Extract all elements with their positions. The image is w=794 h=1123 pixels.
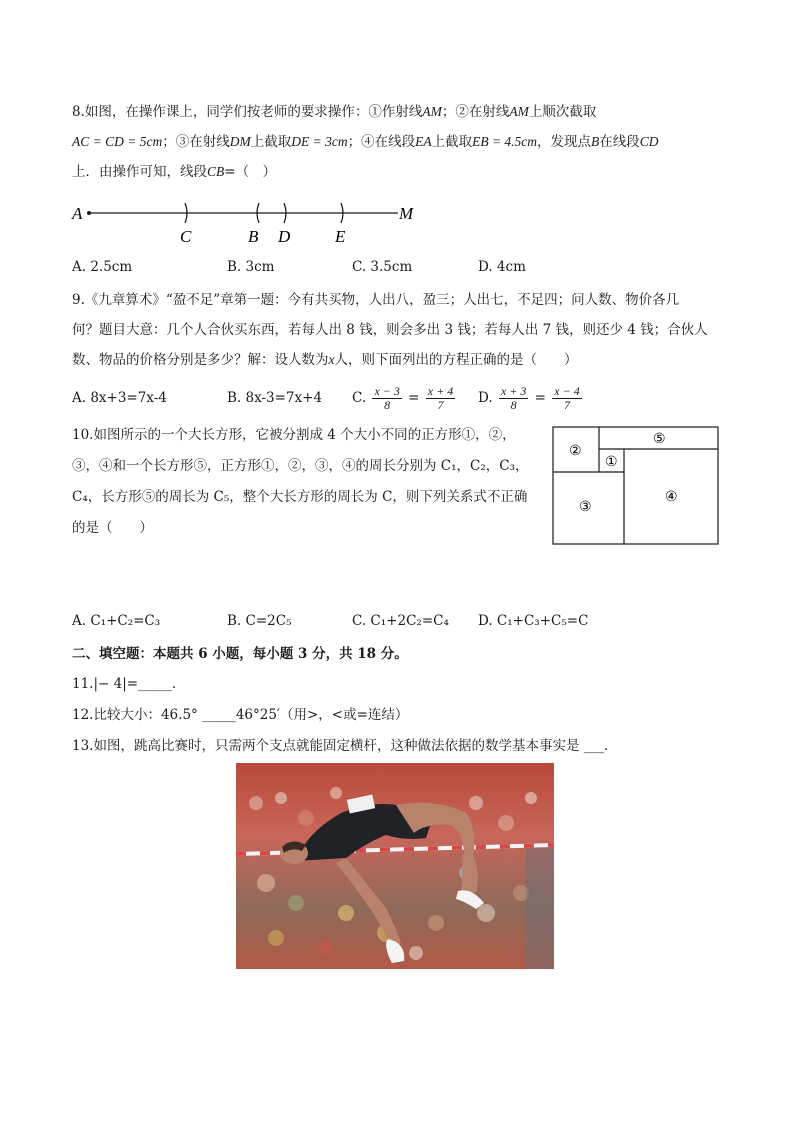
q11-text: 11.|− 4|=_____． — [72, 676, 186, 692]
square-4-label: ④ — [665, 490, 678, 505]
rect-5-label: ⑤ — [653, 432, 666, 447]
q8-text: 上顺次截取 — [528, 104, 597, 120]
q9-optc-frac2 — [426, 385, 455, 412]
q9-option-b: B. 8x-3=7x+4 — [227, 390, 323, 406]
q8-text: 在线段 — [599, 134, 640, 150]
q9-optc-frac1 — [372, 385, 401, 412]
section-2-title: 二、填空题：本题共 6 小题，每小题 3 分，共 18 分。 — [72, 646, 408, 662]
q9-var-x: x — [328, 352, 335, 367]
q9-option-a: A. 8x+3=7x-4 — [72, 390, 167, 406]
denominator: 8 — [510, 398, 517, 412]
label-a: A — [72, 204, 83, 223]
q9-optd-frac1 — [499, 385, 528, 412]
q8-seg-cb: CB — [207, 164, 225, 179]
label-d: D — [278, 227, 291, 246]
q8-eq-de: DE = 3cm — [291, 134, 348, 149]
q12-text: 12.比较大小：46.5° _____46°25′（用>，<或=连结） — [72, 707, 409, 723]
label-e: E — [335, 227, 346, 246]
q9-option-c — [352, 380, 457, 416]
numerator: x + 3 — [500, 384, 527, 398]
q8-option-b: B. 3cm — [227, 259, 275, 275]
q8-ray-figure — [68, 198, 428, 248]
q10-option-b: B. C=2C₅ — [227, 613, 292, 629]
q10-line4: 的是（ ） — [72, 520, 153, 536]
q10-option-a: A. C₁+C₂=C₃ — [72, 613, 161, 629]
q9-option-d — [478, 380, 584, 416]
q8-eq-eb: EB = 4.5cm — [472, 134, 538, 149]
q9-line1: 9.《九章算术》“盈不足”章第一题：今有共买物，人出八，盈三；人出七，不足四；问人数、物价各几 — [72, 292, 680, 308]
q8-text: ；④在线段 — [347, 134, 416, 150]
label-m: M — [399, 204, 414, 223]
denominator: 7 — [437, 398, 444, 412]
q8-option-c: C. 3.5cm — [352, 259, 413, 275]
denominator: 8 — [384, 398, 391, 412]
q8-ray-am: AM — [509, 104, 529, 119]
q10-line3: C₄，长方形⑤的周长为 C₅，整个大长方形的周长为 C，则下列关系式不正确 — [72, 489, 528, 505]
q8-eq-ac: AC = CD = 5cm — [72, 134, 163, 149]
q10-option-d: D. C₁+C₃+C₅=C — [478, 613, 589, 629]
label-b: B — [248, 227, 259, 246]
q8-line1 — [72, 102, 596, 122]
q9-option-d-label: D. — [478, 390, 493, 406]
high-jump-photo — [236, 763, 554, 969]
q8-line3 — [72, 162, 276, 182]
square-2-label: ② — [569, 444, 582, 459]
numerator: x − 4 — [554, 384, 580, 398]
q8-text: =（ ） — [224, 164, 277, 180]
q9-text: 人，则下面列出的方程正确的是（ ） — [334, 352, 578, 368]
equals-sign: = — [534, 390, 546, 406]
q8-text: ，发现点 — [537, 134, 592, 150]
q8-text: 上．由操作可知，线段 — [72, 164, 207, 180]
q10-line2: ③，④和一个长方形⑤，正方形①，②，③，④的周长分别为 C₁，C₂，C₃， — [72, 458, 529, 474]
denominator: 7 — [564, 398, 570, 412]
q9-line3 — [72, 350, 578, 370]
square-3-label: ③ — [579, 500, 592, 515]
q8-text: ；③在射线 — [162, 134, 230, 150]
q8-seg-cd: CD — [639, 134, 659, 149]
q9-optd-frac2 — [552, 385, 581, 412]
q8-ray-am: AM — [422, 104, 442, 119]
label-c: C — [180, 227, 192, 246]
q8-point-b: B — [591, 134, 600, 149]
q8-text: 8.如图，在操作课上，同学们按老师的要求操作：①作射线 — [72, 104, 423, 120]
q8-text: 上截取 — [250, 134, 292, 150]
numerator: x − 3 — [374, 384, 400, 398]
q10-option-c: C. C₁+2C₂=C₄ — [352, 613, 449, 629]
equals-sign: = — [408, 390, 420, 406]
q9-line2: 何？题目大意：几个人合伙买东西，若每人出 8 钱，则会多出 3 钱；若每人出 7 钱，则还少 4 钱；合伙人 — [72, 322, 708, 338]
square-1-label: ① — [605, 455, 618, 470]
q8-seg-ea: EA — [415, 134, 432, 149]
q8-text: 上截取 — [431, 134, 473, 150]
q9-option-c-label: C. — [352, 390, 367, 406]
q8-line2 — [72, 132, 659, 152]
q8-option-d: D. 4cm — [478, 259, 526, 275]
q9-text: 数、物品的价格分别是多少？解：设人数为 — [72, 352, 329, 368]
q8-option-a: A. 2.5cm — [72, 259, 133, 275]
q10-line1: 10.如图所示的一个大长方形，它被分割成 4 个大小不同的正方形①，②， — [72, 427, 516, 443]
q13-text: 13.如图，跳高比赛时，只需两个支点就能固定横杆，这种做法依据的数学基本事实是 ___． — [72, 738, 618, 754]
q8-ray-dm: DM — [229, 134, 251, 149]
q8-text: ；②在射线 — [441, 104, 510, 120]
numerator: x + 4 — [427, 384, 454, 398]
q10-rectangle-figure — [552, 426, 720, 546]
